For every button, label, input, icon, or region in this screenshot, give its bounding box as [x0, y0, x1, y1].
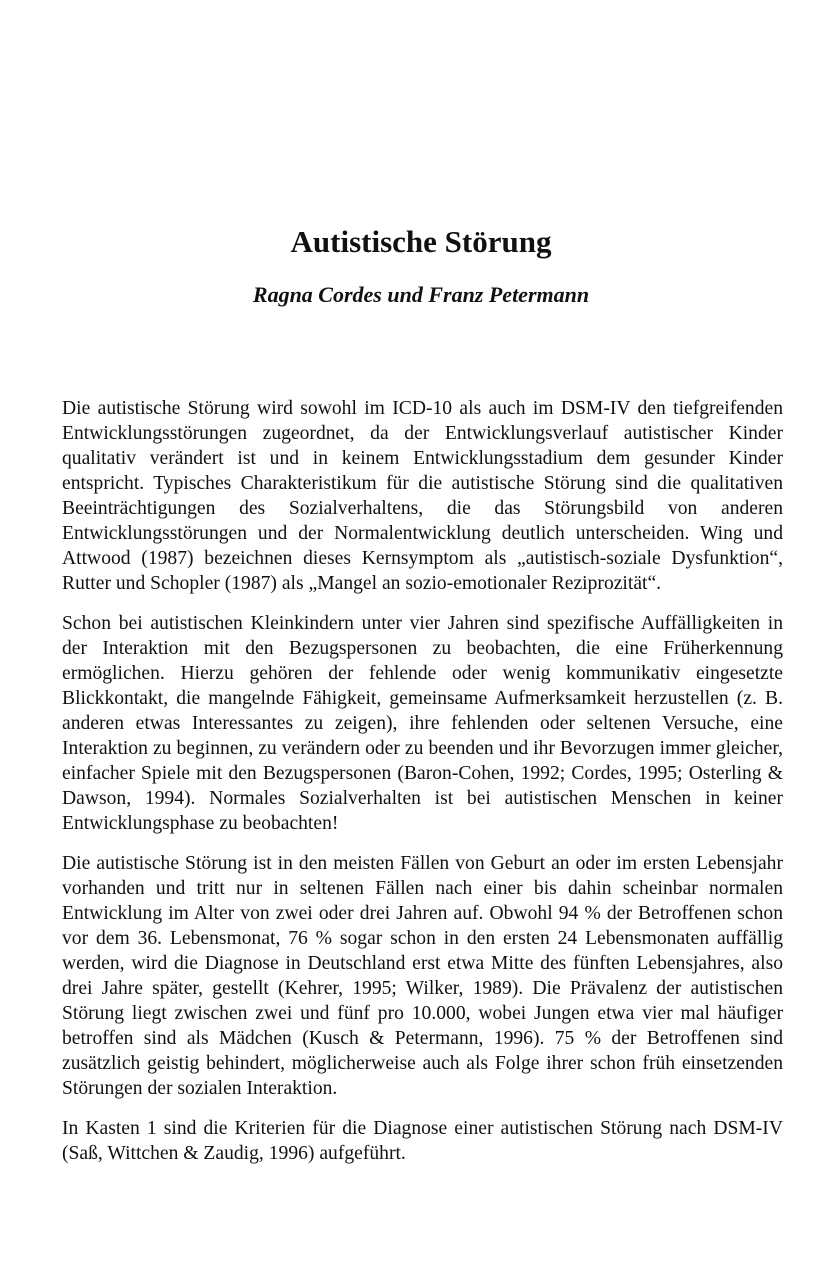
paragraph-1: Die autistische Störung wird sowohl im ICD-10 als auch im DSM-IV den tiefgreifenden Entwicklungsstörungen zugeordnet, da der Entwicklungsverlauf autistischer Kinder qualitativ verändert ist und in keinem Entwicklungsstadium dem gesunder Kinder entspricht. Typisches Charakteristikum für die autistische Störung sind die qualitativen Beeinträchtigungen des Sozialverhaltens, die das Störungsbild von anderen Entwicklungsstörungen und der Normalentwicklung deutlich unterscheiden. Wing und Attwood (1987) bezeichnen dieses Kernsymptom als „autistisch-soziale Dysfunktion“, Rutter und Schopler (1987) als „Mangel an sozio-emotionaler Reziprozität“.	[62, 398, 783, 594]
paragraph-2: Schon bei autistischen Kleinkindern unter vier Jahren sind spezifische Auffälligkeiten in der Interaktion mit den Bezugspersonen zu beobachten, die eine Früherkennung ermöglichen. Hierzu gehören der fehlende oder wenig kommunikativ eingesetzte Blickkontakt, die mangelnde Fähigkeit, gemeinsame Aufmerksamkeit herzustellen (z. B. anderen etwas Interessantes zu zeigen), ihre fehlenden oder seltenen Versuche, eine Interaktion zu beginnen, zu verändern oder zu beenden und ihr Bevorzugen immer gleicher, einfacher Spiele mit den Bezugspersonen (Baron-Cohen, 1992; Cordes, 1995; Osterling & Dawson, 1994). Normales Sozialverhalten ist bei autistischen Menschen in keiner Entwicklungsphase zu beobachten!	[62, 613, 783, 834]
paragraph-3: Die autistische Störung ist in den meisten Fällen von Geburt an oder im ersten Lebensjahr vorhanden und tritt nur in seltenen Fällen nach einer bis dahin scheinbar normalen Entwicklung im Alter von zwei oder drei Jahren auf. Obwohl 94 % der Betroffenen schon vor dem 36. Lebensmonat, 76 % sogar schon in den ersten 24 Lebensmonaten auffällig werden, wird die Diagnose in Deutschland erst etwa Mitte des fünften Lebensjahres, also drei Jahre später, gestellt (Kehrer, 1995; Wilker, 1989). Die Prävalenz der autistischen Störung liegt zwischen zwei und fünf pro 10.000, wobei Jungen etwa vier mal häufiger betroffen sind als Mädchen (Kusch & Petermann, 1996). 75 % der Betroffenen sind zusätzlich geistig behindert, möglicherweise auch als Folge ihrer schon früh einsetzenden Störungen der sozialen Interaktion.	[62, 853, 783, 1099]
body-text	[62, 396, 783, 1181]
author-line: Ragna Cordes und Franz Petermann	[252, 282, 590, 307]
paragraph-4: In Kasten 1 sind die Kriterien für die Diagnose einer autistischen Störung nach DSM-IV (Saß, Wittchen & Zaudig, 1996) aufgeführt.	[62, 1118, 783, 1164]
page-title: Autistische Störung	[290, 224, 552, 259]
